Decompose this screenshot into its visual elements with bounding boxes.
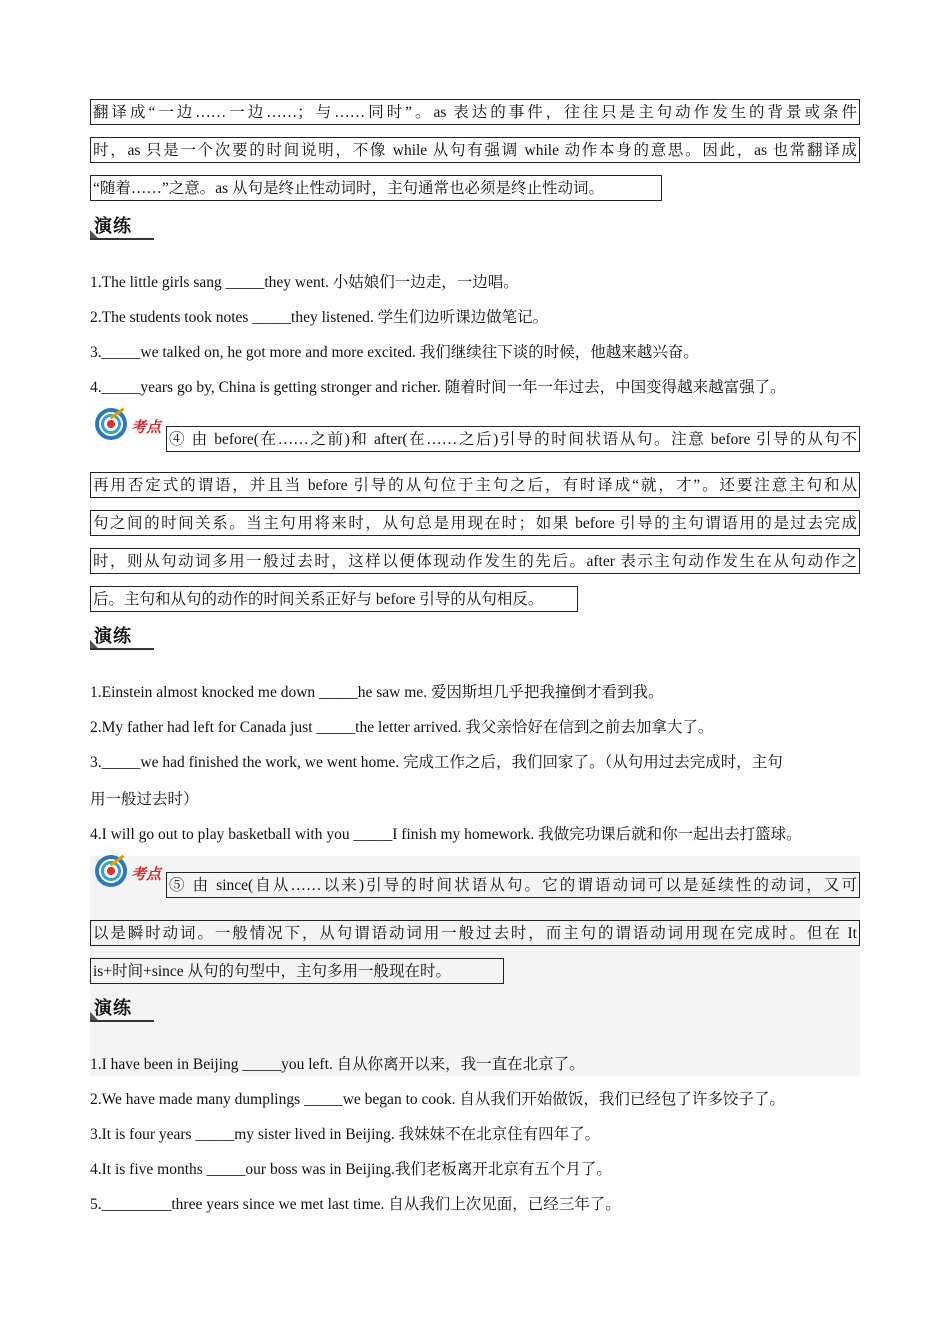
explanation-line: is+时间+since 从句的句型中，主句多用一般现在时。 [90,958,504,984]
exercise-item: 4.It is five months _____our boss was in Beijing.我们老板离开北京有五个月了。 [90,1161,612,1178]
kaodian-label: 考点 [131,865,162,883]
exercise-item: 3._____we talked on, he got more and more excited. 我们继续往下谈的时候，他越来越兴奋。 [90,344,699,361]
kaodian-badge [95,855,167,893]
exercise-item: 5._________three years since we met last time. 自从我们上次见面，已经三年了。 [90,1196,621,1213]
practice-label: 演练 [94,998,132,1019]
exercise-item: 1.The little girls sang _____they went. 小姑娘们一边走，一边唱。 [90,274,519,291]
practice-badge [90,620,154,650]
explanation-line: 后。主句和从句的动作的时间关系正好与 before 引导的从句相反。 [90,586,578,612]
explanation-line: ⑤ 由 since(自从……以来)引导的时间状语从句。它的谓语动词可以是延续性的动词，又可 [166,872,860,898]
exercise-item: 4.I will go out to play basketball with you _____I finish my homework. 我做完功课后就和你一起出去打篮球。 [90,826,802,843]
explanation-line: 以是瞬时动词。一般情况下，从句谓语动词用一般过去时，而主句的谓语动词用现在完成时。但在 It [90,920,860,946]
kaodian-badge [95,408,167,446]
practice-badge [90,992,154,1022]
practice-label: 演练 [94,216,132,237]
explanation-line: 翻译成“一边……一边……；与……同时”。as 表达的事件，往往只是主句动作发生的背景或条件 [90,99,860,125]
exercise-item: 2.We have made many dumplings _____we began to cook. 自从我们开始做饭，我们已经包了许多饺子了。 [90,1091,785,1108]
explanation-line: ④ 由 before(在……之前)和 after(在……之后)引导的时间状语从句。注意 before 引导的从句不 [166,426,860,452]
exercise-item: 用一般过去时） [90,791,199,808]
exercise-item: 3._____we had finished the work, we went home. 完成工作之后，我们回家了。（从句用过去完成时，主句 [90,754,783,771]
kaodian-label: 考点 [131,418,162,436]
exercise-item: 4._____years go by, China is getting stronger and richer. 随着时间一年一年过去，中国变得越来越富强了。 [90,379,786,396]
exercise-item: 2.The students took notes _____they listened. 学生们边听课边做笔记。 [90,309,549,326]
exercise-item: 2.My father had left for Canada just _____the letter arrived. 我父亲恰好在信到之前去加拿大了。 [90,719,714,736]
exercise-item: 1.I have been in Beijing _____you left. 自从你离开以来，我一直在北京了。 [90,1056,585,1073]
target-icon [95,408,127,440]
exercise-item: 3.It is four years _____my sister lived in Beijing. 我妹妹不在北京住有四年了。 [90,1126,601,1143]
explanation-line: 时，as 只是一个次要的时间说明，不像 while 从句有强调 while 动作本身的意思。因此，as 也常翻译成 [90,137,860,163]
explanation-line: 句之间的时间关系。当主句用将来时，从句总是用现在时；如果 before 引导的主句谓语用的是过去完成 [90,510,860,536]
target-icon [95,855,127,887]
exercise-item: 1.Einstein almost knocked me down _____he saw me. 爱因斯坦几乎把我撞倒才看到我。 [90,684,664,701]
practice-badge [90,210,154,240]
practice-label: 演练 [94,626,132,647]
explanation-line: “随着……”之意。as 从句是终止性动词时，主句通常也必须是终止性动词。 [90,175,662,201]
explanation-line: 再用否定式的谓语，并且当 before 引导的从句位于主句之后，有时译成“就，才”。还要注意主句和从 [90,472,860,498]
explanation-line: 时，则从句动词多用一般过去时，这样以便体现动作发生的先后。after 表示主句动作发生在从句动作之 [90,548,860,574]
